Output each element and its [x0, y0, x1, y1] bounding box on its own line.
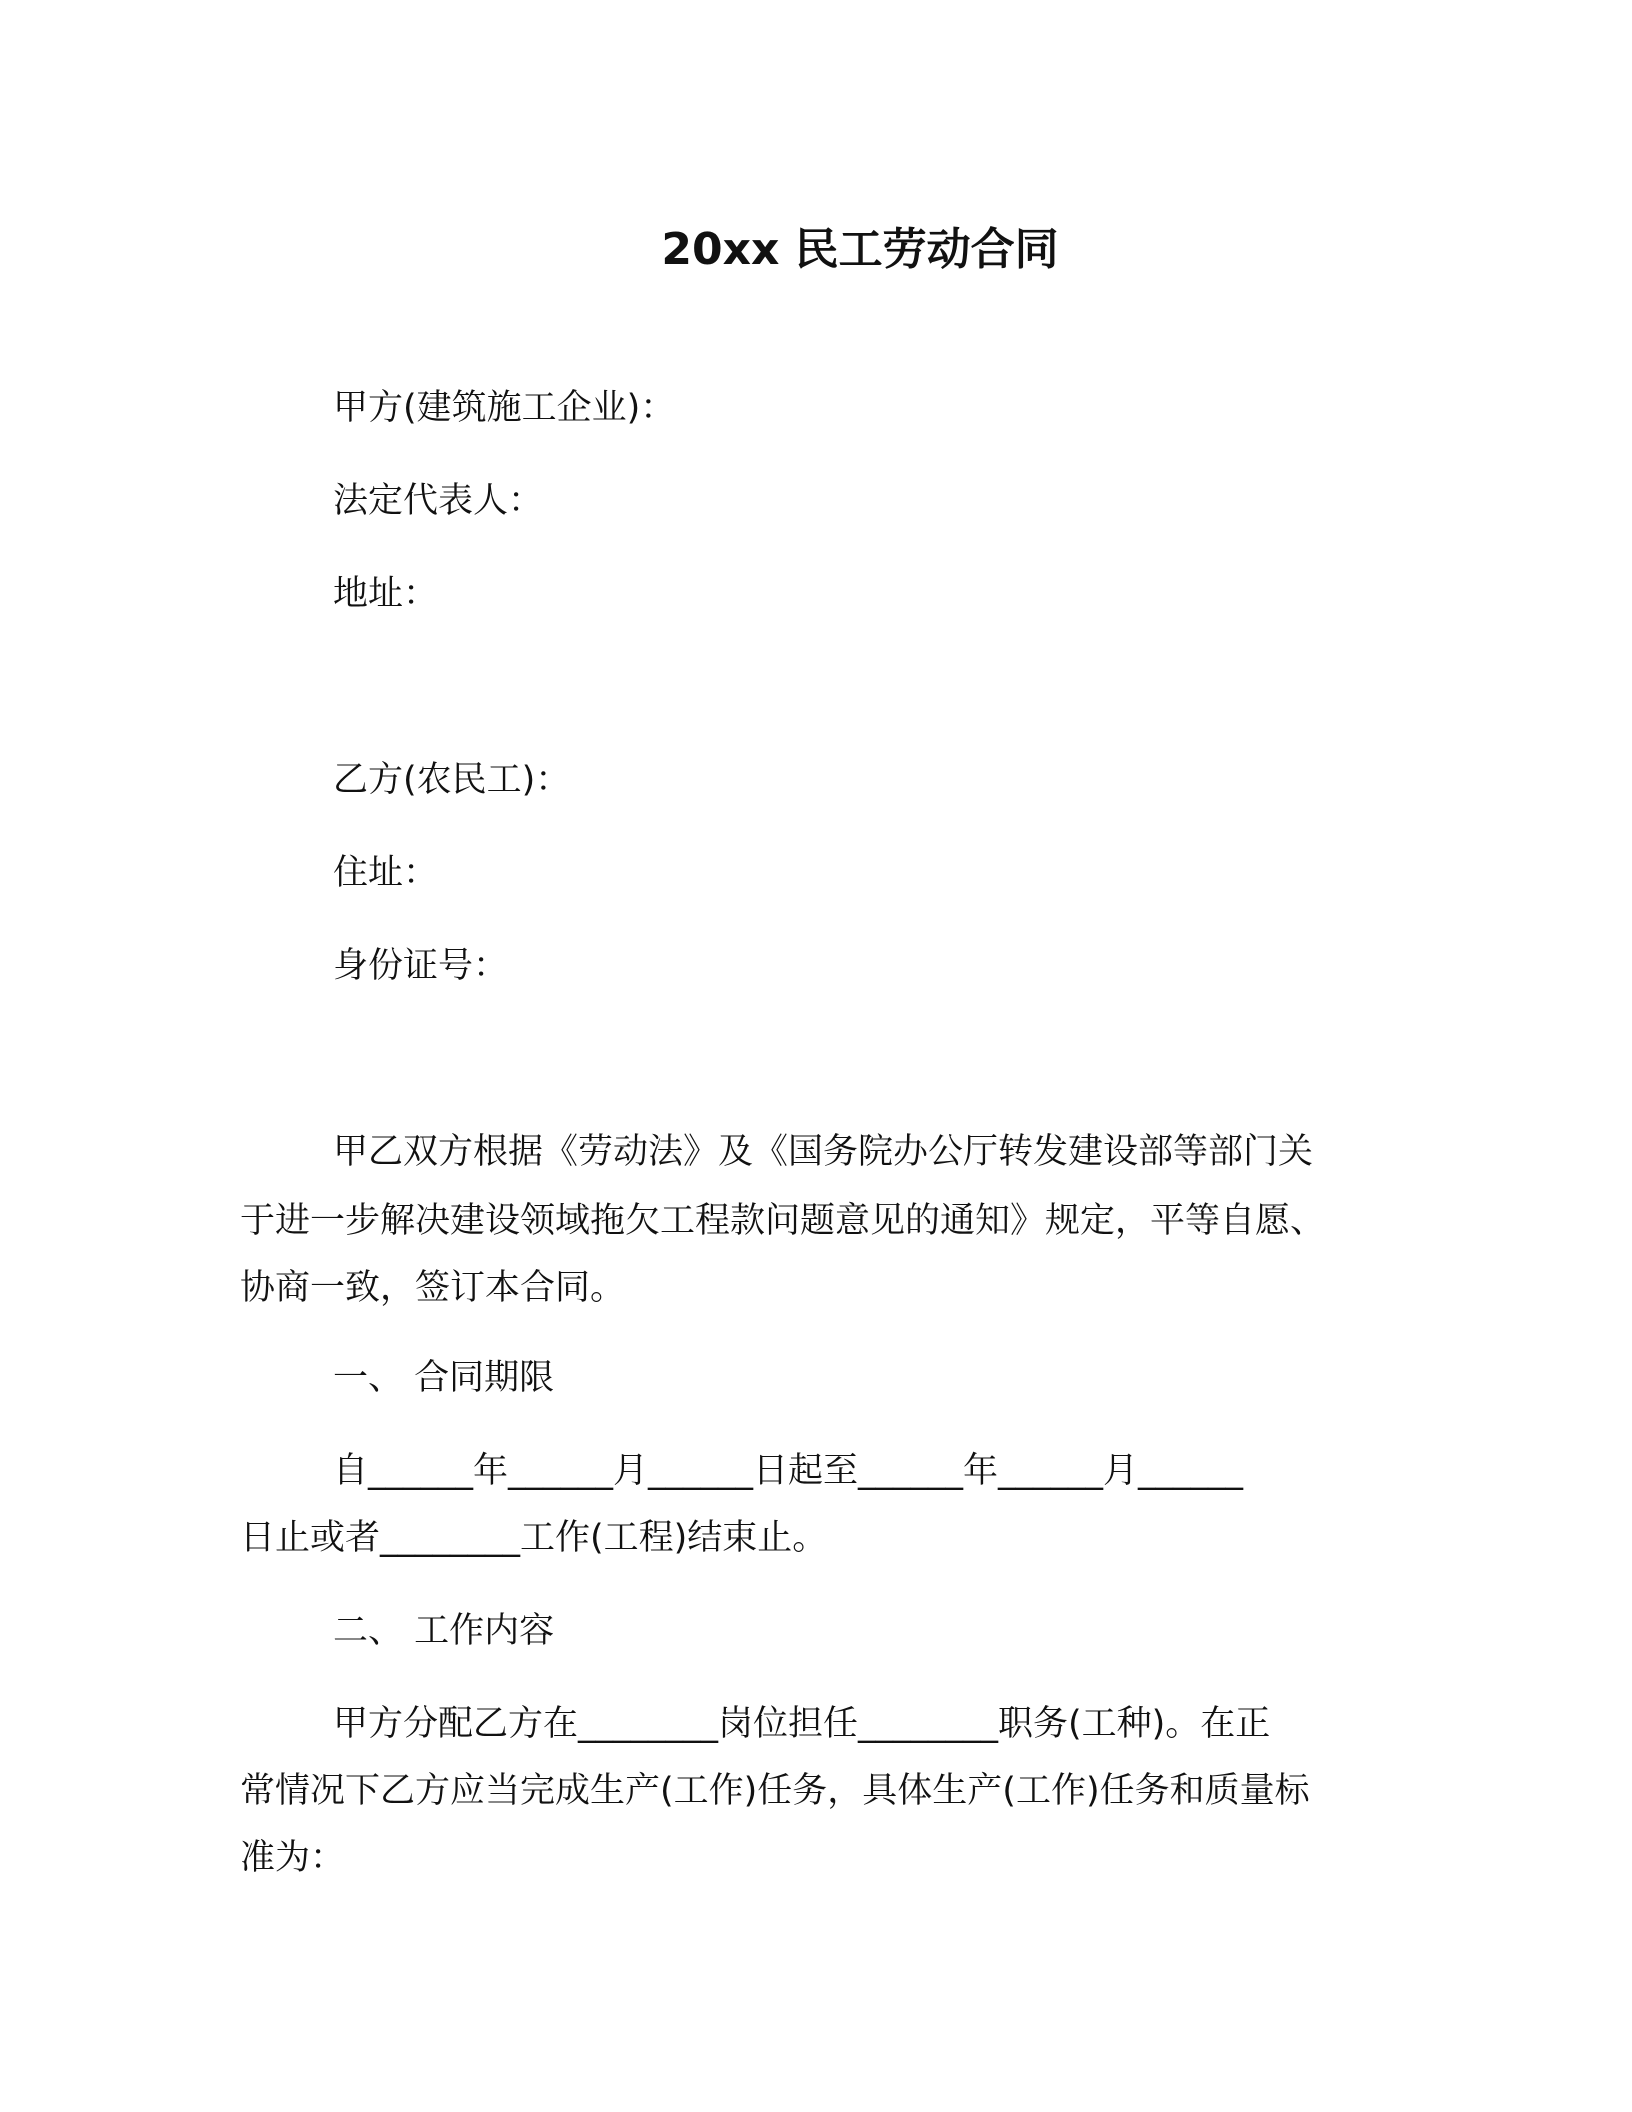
intro-paragraph-line-3: 协商一致，签订本合同。	[240, 1268, 626, 1308]
party-a-name-line: 甲方(建筑施工企业)：	[333, 388, 676, 428]
party-b-address-line: 住址：	[333, 853, 439, 893]
section2-line-2: 常情况下乙方应当完成生产(工作)任务，具体生产(工作)任务和质量标	[240, 1771, 1310, 1811]
id-number-line: 身份证号：	[333, 946, 509, 986]
intro-paragraph-line-2: 于进一步解决建设领域拖欠工程款问题意见的通知》规定，平等自愿、	[240, 1201, 1326, 1241]
intro-paragraph-line-1: 甲乙双方根据《劳动法》及《国务院办公厅转发建设部等部门关	[333, 1132, 1314, 1172]
legal-representative-line: 法定代表人：	[333, 481, 544, 521]
section2-line-3: 准为：	[240, 1838, 346, 1878]
section2-line-1: 甲方分配乙方在________岗位担任________职务(工种)。在正	[333, 1704, 1271, 1744]
section1-heading: 一、 合同期限	[333, 1358, 555, 1398]
section1-line-2: 日止或者________工作(工程)结束止。	[240, 1518, 828, 1558]
document-title: 20xx 民工劳动合同	[661, 224, 1059, 275]
party-b-name-line: 乙方(农民工)：	[333, 760, 571, 800]
section2-heading: 二、 工作内容	[333, 1611, 555, 1651]
section1-line-1: 自______年______月______日起至______年______月______	[333, 1451, 1244, 1491]
party-a-address-line: 地址：	[333, 574, 439, 614]
